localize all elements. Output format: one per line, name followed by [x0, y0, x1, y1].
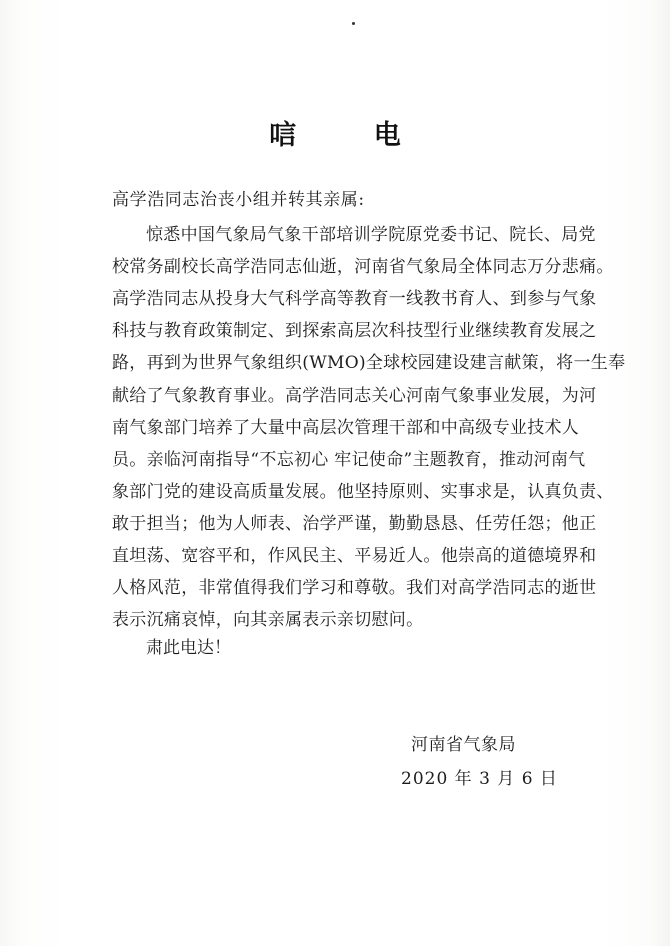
body-line: 表示沉痛哀悼，向其亲属表示亲切慰问。	[112, 610, 424, 630]
body-line: 科技与教育政策制定、到探索高层次科技型行业继续教育发展之	[112, 321, 597, 341]
body-line: 校常务副校长高学浩同志仙逝，河南省气象局全体同志万分悲痛。	[112, 257, 614, 277]
document-title: 唁 电	[269, 120, 435, 151]
issuer-name: 河南省气象局	[411, 735, 516, 755]
body-line: 南气象部门培养了大量中高层次管理干部和中高级专业技术人	[112, 418, 580, 438]
scan-speck	[352, 22, 355, 25]
issue-date: 2020 年 3 月 6 日	[401, 769, 558, 789]
closing-remark: 肃此电达！	[146, 638, 231, 658]
body-line: 象部门党的建设高质量发展。他坚持原则、实事求是，认真负责、	[112, 482, 614, 502]
salutation: 高学浩同志治丧小组并转其亲属:	[112, 190, 365, 210]
body-line: 敢于担当；他为人师表、治学严谨，勤勤恳恳、任劳任怨；他正	[112, 514, 597, 534]
body-line: 直坦荡、宽容平和，作风民主、平易近人。他崇高的道德境界和	[112, 546, 597, 566]
body-line: 路，再到为世界气象组织(WMO)全球校园建设建言献策，将一生奉	[112, 353, 626, 373]
body-line: 人格风范，非常值得我们学习和尊敬。我们对高学浩同志的逝世	[112, 578, 597, 598]
body-line: 高学浩同志从投身大气科学高等教育一线教书育人、到参与气象	[112, 289, 597, 309]
body-line: 献给了气象教育事业。高学浩同志关心河南气象事业发展，为河	[112, 386, 597, 406]
body-line: 惊悉中国气象局气象干部培训学院原党委书记、院长、局党	[146, 225, 596, 245]
body-line: 员。亲临河南指导“不忘初心 牢记使命”主题教育，推动河南气	[112, 450, 586, 470]
